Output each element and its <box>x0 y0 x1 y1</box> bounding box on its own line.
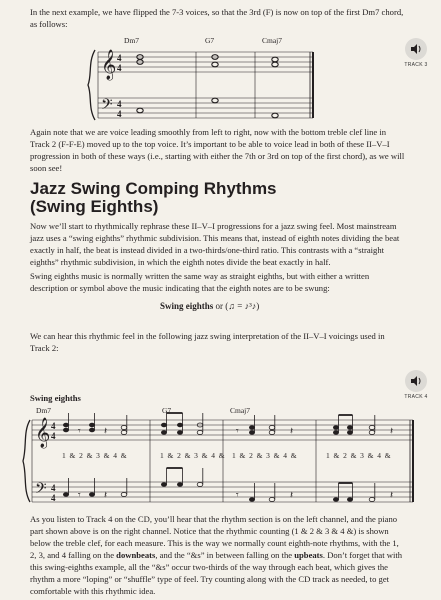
treble-clef-icon: 𝄞 <box>35 418 51 448</box>
track-label: TRACK 4 <box>404 394 428 400</box>
closing-text-a: As you listen to Track 4 on the CD, you’ll hear that the rhythm section is on the left channel, and the piano part shown above is on the right channel. Notice that the rhythmic counting (1 & 2 & 3 & 4 &) is shown below the treble clef, for each measure. This is the way we normally count eighth-note rhythms, with the 1, 2, 3, and 4 falling on the <box>30 514 399 560</box>
eighth-rest-icon: 𝄾 <box>78 490 81 501</box>
time-sig-bottom-bass: 4 <box>51 493 56 503</box>
swing-symbol-or: or <box>215 301 224 311</box>
quarter-rest-icon: 𝄽 <box>290 426 294 437</box>
time-sig-bottom: 4 <box>51 431 56 441</box>
chord-symbol: G7 <box>205 36 215 45</box>
chord-symbol: Dm7 <box>36 406 51 415</box>
time-sig-top: 4 <box>51 421 56 431</box>
upbeats-term: upbeats <box>294 550 323 560</box>
count-row: 1 & 2 & 3 & 4 & <box>232 451 297 460</box>
chord-note-group <box>89 413 94 432</box>
chord-symbol: Dm7 <box>124 36 139 45</box>
track-label: TRACK 3 <box>404 62 428 68</box>
intro-paragraph: In the next example, we have flipped the 7-3 voices, so that the 3rd (F) is now on top of the first Dm7 chord, as follows: <box>30 7 404 29</box>
count-row: 1 & 2 & 3 & 4 & <box>326 451 391 460</box>
closing-text-c: . Don’t forget that with this swing-eighths example, all the “&s” occur two-thirds of the way through each beat, which gives the rhythm a more “loping” or “shuffle” type of feel. Try counting along with the CD track as needed, to get comfortable with this rhythmic idea. <box>30 550 403 596</box>
closing-paragraph <box>30 513 405 597</box>
eighth-rest-icon: 𝄾 <box>78 426 81 437</box>
swing-symbol-equation: (♫ = ♪³♪) <box>225 301 260 311</box>
quarter-rest-icon: 𝄽 <box>390 426 394 437</box>
eighth-rest-icon: 𝄾 <box>236 490 239 501</box>
quarter-rest-icon: 𝄽 <box>290 490 294 501</box>
chord-symbol: Cmaj7 <box>262 36 282 45</box>
bass-clef-icon: 𝄢 <box>35 480 47 501</box>
time-sig-top-bass: 4 <box>117 99 122 109</box>
swing-symbol-label: Swing eighths <box>160 301 214 311</box>
quarter-rest-icon: 𝄽 <box>104 490 108 501</box>
swing-intro-paragraph: Now we’ll start to rhythmically rephrase these II–V–I progressions for a jazz swing feel. Most mainstream jazz uses a “swing eighths” rhythmic subdivision. This means that, instead of eighth notes dividing the beat exactly in half, the beat is instead divided in a two-thirds/one-third ratio. This contrasts with a “straight eighths” rhythmic subdivision, in which the eighth notes divide the beat exactly in half. <box>30 221 400 267</box>
count-row: 1 & 2 & 3 & 4 & <box>160 451 225 460</box>
chord-symbol: G7 <box>162 406 172 415</box>
heading-line-1: Jazz Swing Comping Rhythms <box>30 179 277 198</box>
bass-clef-icon: 𝄢 <box>101 96 113 117</box>
time-sig-bottom-bass: 4 <box>117 109 122 119</box>
half-chord <box>197 413 203 435</box>
eighth-rest-icon: 𝄾 <box>236 426 239 437</box>
quarter-rest-icon: 𝄽 <box>104 426 108 437</box>
chord-note-group <box>63 413 68 432</box>
closing-text-b: , and the “&s” in between falling on the <box>155 550 295 560</box>
time-sig-bottom: 4 <box>117 63 122 73</box>
swing-notation-paragraph: Swing eighths music is normally written the same way as straight eighths, but with either a written description or symbol above the music indicating that the eighth notes are to be swung: <box>30 271 370 293</box>
downbeats-term: downbeats <box>116 550 156 560</box>
heading-line-2: (Swing Eighths) <box>30 197 159 216</box>
time-sig-top: 4 <box>117 53 122 63</box>
chord-note-group <box>161 413 182 434</box>
time-sig-top-bass: 4 <box>51 483 56 493</box>
track2-intro-paragraph: We can hear this rhythmic feel in the following jazz swing interpretation of the II–V–I voicings used in Track 2: <box>30 331 385 353</box>
count-row: 1 & 2 & 3 & 4 & <box>62 451 127 460</box>
chord-symbol: Cmaj7 <box>230 406 250 415</box>
treble-clef-icon: 𝄞 <box>101 50 117 80</box>
quarter-rest-icon: 𝄽 <box>390 490 394 501</box>
example2-title: Swing eighths <box>30 393 81 403</box>
voice-leading-paragraph: Again note that we are voice leading smoothly from left to right, now with the bottom treble clef line in Track 2 (F-F-E) moved up to the top voice. It’s important to be able to voice lead in both of these II–V–I progression in both of these ways (i.e., starting with either the 7th or 3rd on top of the first chord), as we will soon see! <box>30 127 405 173</box>
